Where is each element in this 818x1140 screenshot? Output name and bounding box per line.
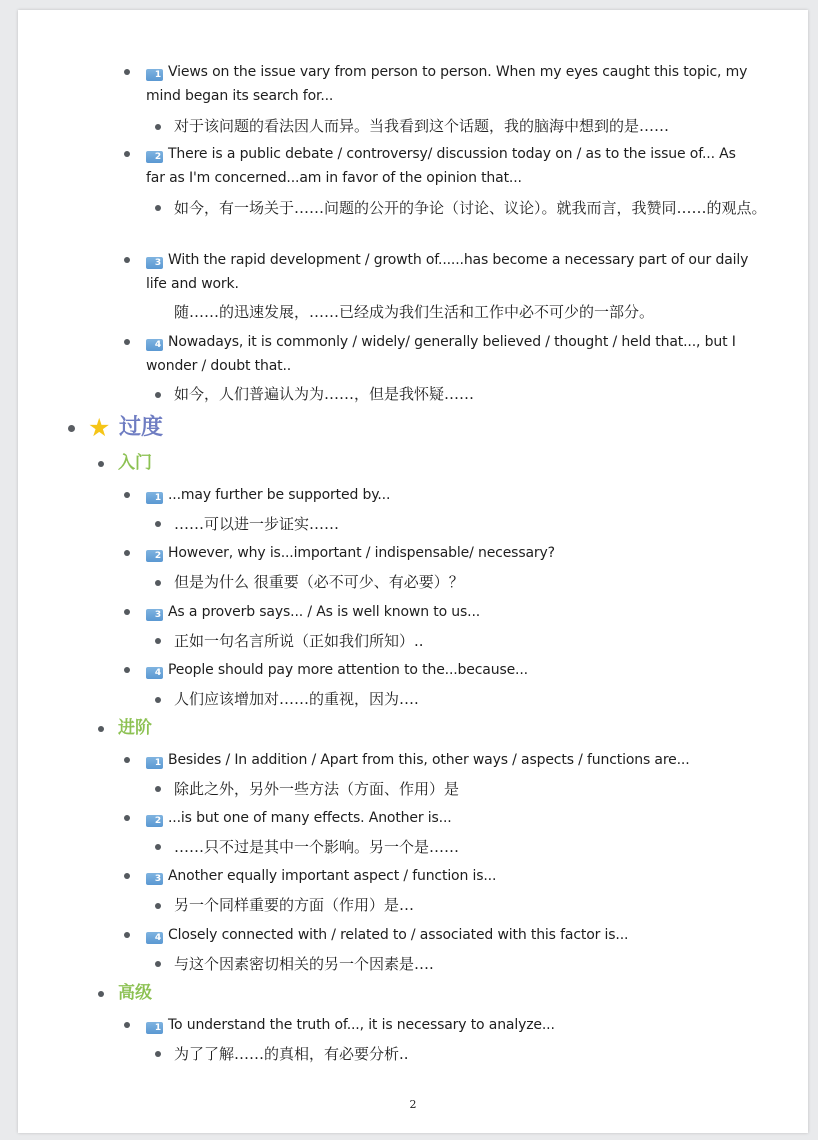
number-2-icon: 2	[146, 550, 163, 562]
number-1-icon: 1	[146, 1022, 163, 1034]
star-icon: ★	[88, 413, 111, 442]
item-text: To understand the truth of..., it is necessary to analyze...	[168, 1017, 555, 1033]
item-text: However, why is...important / indispensable/ necessary?	[168, 545, 555, 561]
list-bullet	[155, 697, 161, 703]
list-bullet	[124, 550, 130, 556]
list-item-en	[146, 658, 756, 682]
list-item-en	[146, 806, 756, 830]
list-item-en	[146, 483, 756, 507]
list-item-en	[146, 748, 756, 772]
list-bullet	[155, 580, 161, 586]
list-item-en	[146, 923, 756, 947]
number-2-icon: 2	[146, 815, 163, 827]
list-item-zh: 正如一句名言所说（正如我们所知）..	[174, 632, 424, 650]
list-bullet	[124, 69, 130, 75]
list-item-zh: 如今，人们普遍认为为……，但是我怀疑……	[174, 385, 475, 403]
list-item-en	[146, 541, 756, 565]
list-item-zh: ……只不过是其中一个影响。另一个是……	[174, 838, 460, 856]
list-item-en	[146, 142, 756, 190]
list-bullet	[155, 786, 161, 792]
item-text: Nowadays, it is commonly / widely/ generally believed / thought / held that..., but I wonder / doubt that..	[146, 334, 736, 374]
list-item-en	[146, 248, 756, 296]
number-1-icon: 1	[146, 757, 163, 769]
level-title: 进阶	[118, 718, 152, 738]
number-2-icon: 2	[146, 151, 163, 163]
list-bullet	[124, 609, 130, 615]
list-bullet	[155, 124, 161, 130]
list-item-zh: 但是为什么 很重要（必不可少、有必要）？	[174, 573, 464, 591]
list-item-zh: 除此之外，另外一些方法（方面、作用）是	[174, 780, 460, 798]
item-text: Closely connected with / related to / associated with this factor is...	[168, 927, 629, 943]
number-1-icon: 1	[146, 492, 163, 504]
number-3-icon: 3	[146, 257, 163, 269]
list-item-zh: 人们应该增加对……的重视，因为….	[174, 690, 419, 708]
list-bullet	[155, 392, 161, 398]
list-item-zh: 与这个因素密切相关的另一个因素是….	[174, 955, 434, 973]
list-bullet	[124, 757, 130, 763]
level-bullet	[98, 461, 104, 467]
document-page	[18, 10, 808, 1133]
list-item-en	[146, 330, 756, 378]
list-bullet	[124, 815, 130, 821]
list-bullet	[124, 932, 130, 938]
list-bullet	[155, 521, 161, 527]
item-text: People should pay more attention to the...because...	[168, 662, 528, 678]
level-bullet	[98, 991, 104, 997]
item-text: Another equally important aspect / function is...	[168, 868, 497, 884]
list-bullet	[124, 1022, 130, 1028]
item-text: Besides / In addition / Apart from this, other ways / aspects / functions are...	[168, 752, 690, 768]
item-text: With the rapid development / growth of......has become a necessary part of our daily life and work.	[146, 252, 749, 292]
number-3-icon: 3	[146, 609, 163, 621]
list-bullet	[124, 257, 130, 263]
item-text: ...may further be supported by...	[168, 487, 391, 503]
level-title: 入门	[118, 453, 152, 473]
list-item-zh: 如今，有一场关于……问题的公开的争论（讨论、议论）。就我而言，我赞同……的观点。	[174, 199, 767, 217]
list-item-en	[146, 864, 756, 888]
number-4-icon: 4	[146, 667, 163, 679]
list-bullet	[155, 844, 161, 850]
level-bullet	[98, 726, 104, 732]
page-number: 2	[409, 1098, 417, 1111]
list-bullet	[124, 873, 130, 879]
number-4-icon: 4	[146, 932, 163, 944]
list-bullet	[155, 205, 161, 211]
list-item-zh: 对于该问题的看法因人而异。当我看到这个话题，我的脑海中想到的是……	[174, 117, 670, 135]
list-item-en	[146, 600, 756, 624]
section-bullet	[68, 425, 75, 432]
list-item-zh: 随……的迅速发展，……已经成为我们生活和工作中必不可少的一部分。	[174, 303, 655, 321]
list-item-zh: 为了了解……的真相，有必要分析..	[174, 1045, 409, 1063]
list-item-zh: ……可以进一步证实……	[174, 515, 340, 533]
list-bullet	[155, 903, 161, 909]
level-title: 高级	[118, 983, 152, 1003]
list-item-en	[146, 60, 756, 108]
number-4-icon: 4	[146, 339, 163, 351]
list-bullet	[124, 492, 130, 498]
list-item-zh: 另一个同样重要的方面（作用）是…	[174, 896, 415, 914]
list-bullet	[124, 667, 130, 673]
item-text: There is a public debate / controversy/ discussion today on / as to the issue of... As far as I'm concerned...am in favor of the opinion that...	[146, 146, 736, 186]
list-bullet	[155, 1051, 161, 1057]
number-3-icon: 3	[146, 873, 163, 885]
item-text: Views on the issue vary from person to person. When my eyes caught this topic, my mind began its search for...	[146, 64, 748, 104]
list-bullet	[124, 151, 130, 157]
list-bullet	[155, 961, 161, 967]
list-bullet	[124, 339, 130, 345]
number-1-icon: 1	[146, 69, 163, 81]
list-item-en	[146, 1013, 756, 1037]
list-bullet	[155, 638, 161, 644]
section-title: 过度	[119, 415, 164, 440]
item-text: As a proverb says... / As is well known to us...	[168, 604, 481, 620]
item-text: ...is but one of many effects. Another is...	[168, 810, 452, 826]
